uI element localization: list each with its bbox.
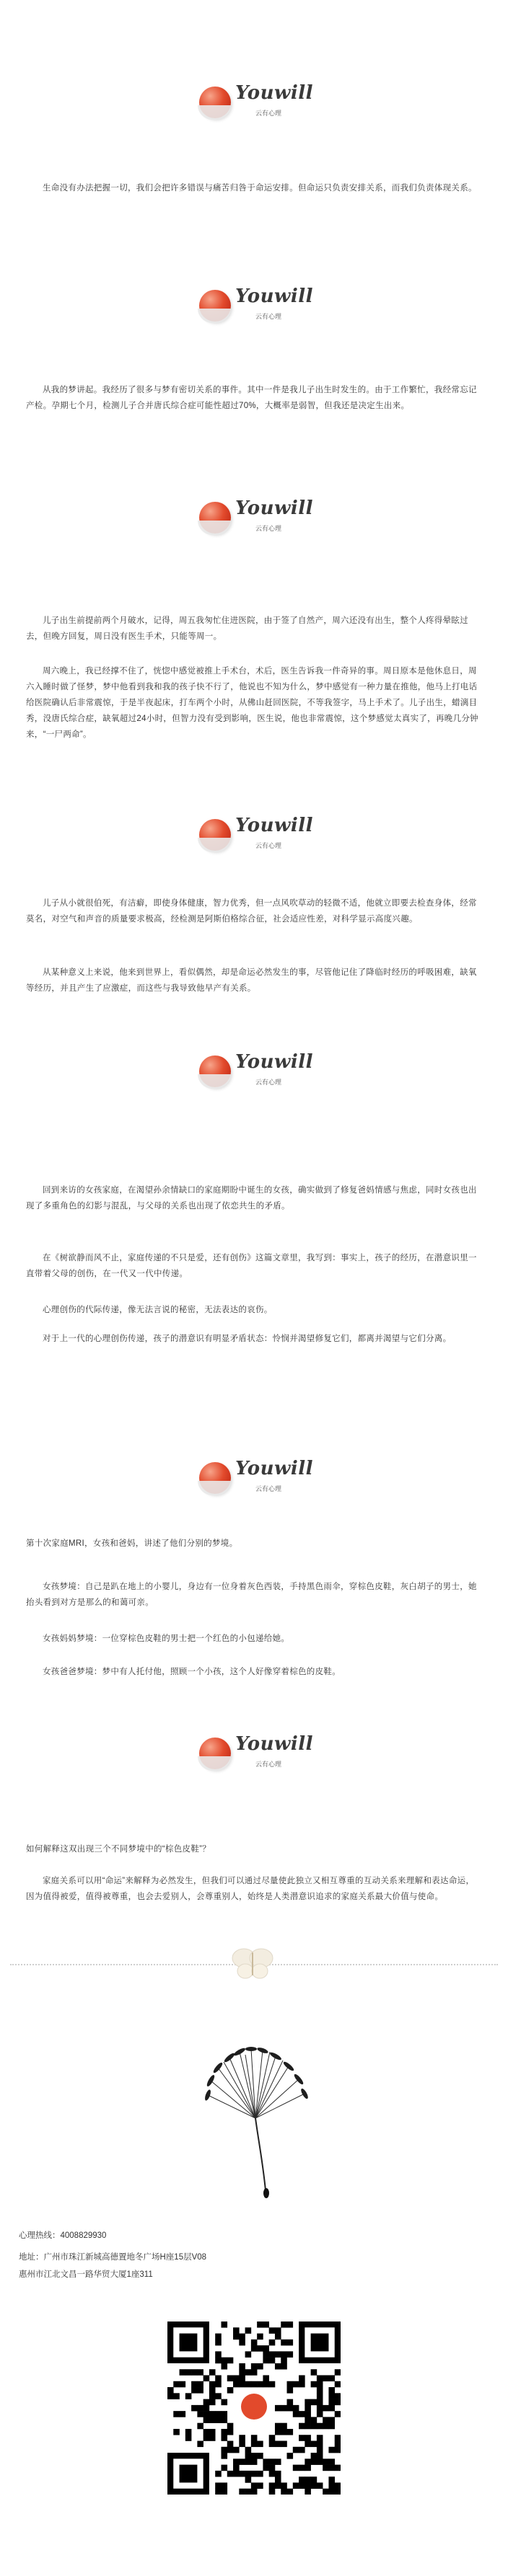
logo-tagline: 云有心理 xyxy=(255,110,282,117)
logo-brand-name: Youwill xyxy=(235,1051,314,1073)
paragraph: 对于上一代的心理创伤传递，孩子的潜意识有明显矛盾状态：怜悯并渴望修复它们，都离并渴望与它们分离。 xyxy=(43,1335,452,1343)
paragraph: 从某种意义上来说，他来到世界上，看似偶然，却是命运必然发生的事，尽管他记住了降临时经历的呼吸困难，缺氧等经历，并且产生了应激症，而这些与我导致他早产有关系。 xyxy=(26,968,477,993)
logo-ball-icon xyxy=(199,1055,231,1087)
paragraph: 儿子出生前提前两个月破水，记得，周五我匆忙住进医院，由于签了自然产，周六还没有出生，整个人疼得晕眩过去，但晚方回复，周日没有医生手术，只能等周一。 xyxy=(26,616,468,641)
butterfly-icon xyxy=(229,1945,276,1983)
brand-logo xyxy=(195,1048,314,1096)
qr-code[interactable] xyxy=(167,2322,341,2495)
paragraph: 第十次家庭MRI，女孩和爸妈，讲述了他们分别的梦境。 xyxy=(26,1539,238,1548)
paragraph: 如何解释这双出现三个不同梦境中的“棕色皮鞋”？ xyxy=(26,1845,211,1854)
paragraph: 女孩爸爸梦境：梦中有人托付他，照顾一个小孩，这个人好像穿着棕色的皮鞋。 xyxy=(43,1668,341,1676)
paragraph: 儿子从小就很伯死，有洁癖，即使身体健康，智力优秀，但一点风吹草动的轻微不适，他就立即要去检查身体，经常莫名，对空气和声音的质量要求极高，经检测是阿斯伯格综合征，社会适应性差，对科学显示高度兴趣。 xyxy=(26,899,477,924)
logo-ball-icon xyxy=(199,87,231,118)
logo-brand-name: Youwill xyxy=(235,497,314,519)
logo-ball-icon xyxy=(199,819,231,851)
logo-brand-name: Youwill xyxy=(235,815,314,836)
logo-brand-name: Youwill xyxy=(235,82,314,104)
brand-logo xyxy=(195,495,314,542)
paragraph: 心理创伤的代际传递，像无法言说的秘密，无法表达的哀伤。 xyxy=(43,1306,273,1314)
logo-tagline: 云有心理 xyxy=(255,1761,282,1768)
logo-tagline: 云有心理 xyxy=(255,525,282,532)
logo-tagline: 云有心理 xyxy=(255,1485,282,1492)
paragraph: 在《树欲静而风不止，家庭传递的不只是爱，还有创伤》这篇文章里，我写到：事实上，孩子的经历，在潜意识里一直带着父母的创伤，在一代又一代中传递。 xyxy=(26,1254,477,1278)
logo-ball-icon xyxy=(199,1462,231,1494)
logo-brand-name: Youwill xyxy=(235,1458,314,1479)
paragraph: 家庭关系可以用“命运”来解释为必然发生，但我们可以通过尽量使此独立又相互尊重的互动关系来理解和表达命运，因为值得被爱，值得被尊重，也会去爱别人，会尊重别人，始终是人类潜意识追求的家庭关系最大价值与使命。 xyxy=(26,1877,475,1901)
brand-logo xyxy=(195,283,314,330)
logo-ball-icon xyxy=(199,1738,231,1769)
contact-address-2: 惠州市江北文昌一路华贸大厦1座311 xyxy=(19,2270,153,2279)
logo-ball-icon xyxy=(199,502,231,534)
paragraph: 周六晚上，我已经撑不住了，恍惚中感觉被推上手术台，术后，医生告诉我一件奇异的事。周日原本是他休息日，周六入睡时做了怪梦，梦中他看到我和我的孩子快不行了，他说也不知为什么，梦中感觉有一种力量在推他，他马上打电话给医院确认后非常震惊，于是半夜起床，打车两个小时，从佛山赶回医院，不等我签字，马上手术了。儿子出生，蜡漓目秀，没唐氏综合症，缺氧超过24小时，但智力没有受到影响，医生说，他也非常震惊，这个梦感觉太真实了，再晚几分钟来，“一尸两命”。 xyxy=(26,667,478,739)
paragraph: 从我的梦讲起。我经历了很多与梦有密切关系的事件。其中一件是我儿子出生时发生的。由于工作繁忙，我经常忘记产检。孕期七个月，检测儿子合并唐氏综合症可能性超过70%，大概率是弱智，但我还是决定生出来。 xyxy=(26,386,477,410)
logo-tagline: 云有心理 xyxy=(255,313,282,320)
brand-logo xyxy=(195,1730,314,1778)
logo-tagline: 云有心理 xyxy=(255,1079,282,1086)
paragraph: 女孩梦境：自己是趴在地上的小婴儿，身边有一位身着灰色西装，手持黑色雨伞，穿棕色皮鞋，灰白胡子的男士，她抬头看到对方是那么的和蔼可亲。 xyxy=(26,1583,477,1607)
paragraph: 生命没有办法把握一切，我们会把许多错误与痛苦归咎于命运安排。但命运只负责安排关系，而我们负责体现关系。 xyxy=(43,184,477,192)
brand-logo xyxy=(195,79,314,127)
contact-hotline: 心理热线：4008829930 xyxy=(19,2231,107,2240)
paragraph: 回到来访的女孩家庭，在渴望孙余情缺口的家庭期盼中诞生的女孩，确实做到了修复爸妈情感与焦虑，同时女孩也出现了多重角色的幻影与混乱，与父母的关系也出现了依恋共生的矛盾。 xyxy=(26,1186,477,1210)
logo-brand-name: Youwill xyxy=(235,286,314,307)
dandelion-icon xyxy=(167,2046,341,2199)
brand-logo xyxy=(195,812,314,859)
logo-tagline: 云有心理 xyxy=(255,842,282,849)
logo-brand-name: Youwill xyxy=(235,1733,314,1755)
brand-logo xyxy=(195,1455,314,1502)
logo-ball-icon xyxy=(199,290,231,322)
paragraph: 女孩妈妈梦境：一位穿棕色皮鞋的男士把一个红色的小包递给她。 xyxy=(43,1634,290,1643)
contact-address: 地址：广州市珠江新城高德置地冬广场H座15层V08 xyxy=(19,2253,207,2262)
